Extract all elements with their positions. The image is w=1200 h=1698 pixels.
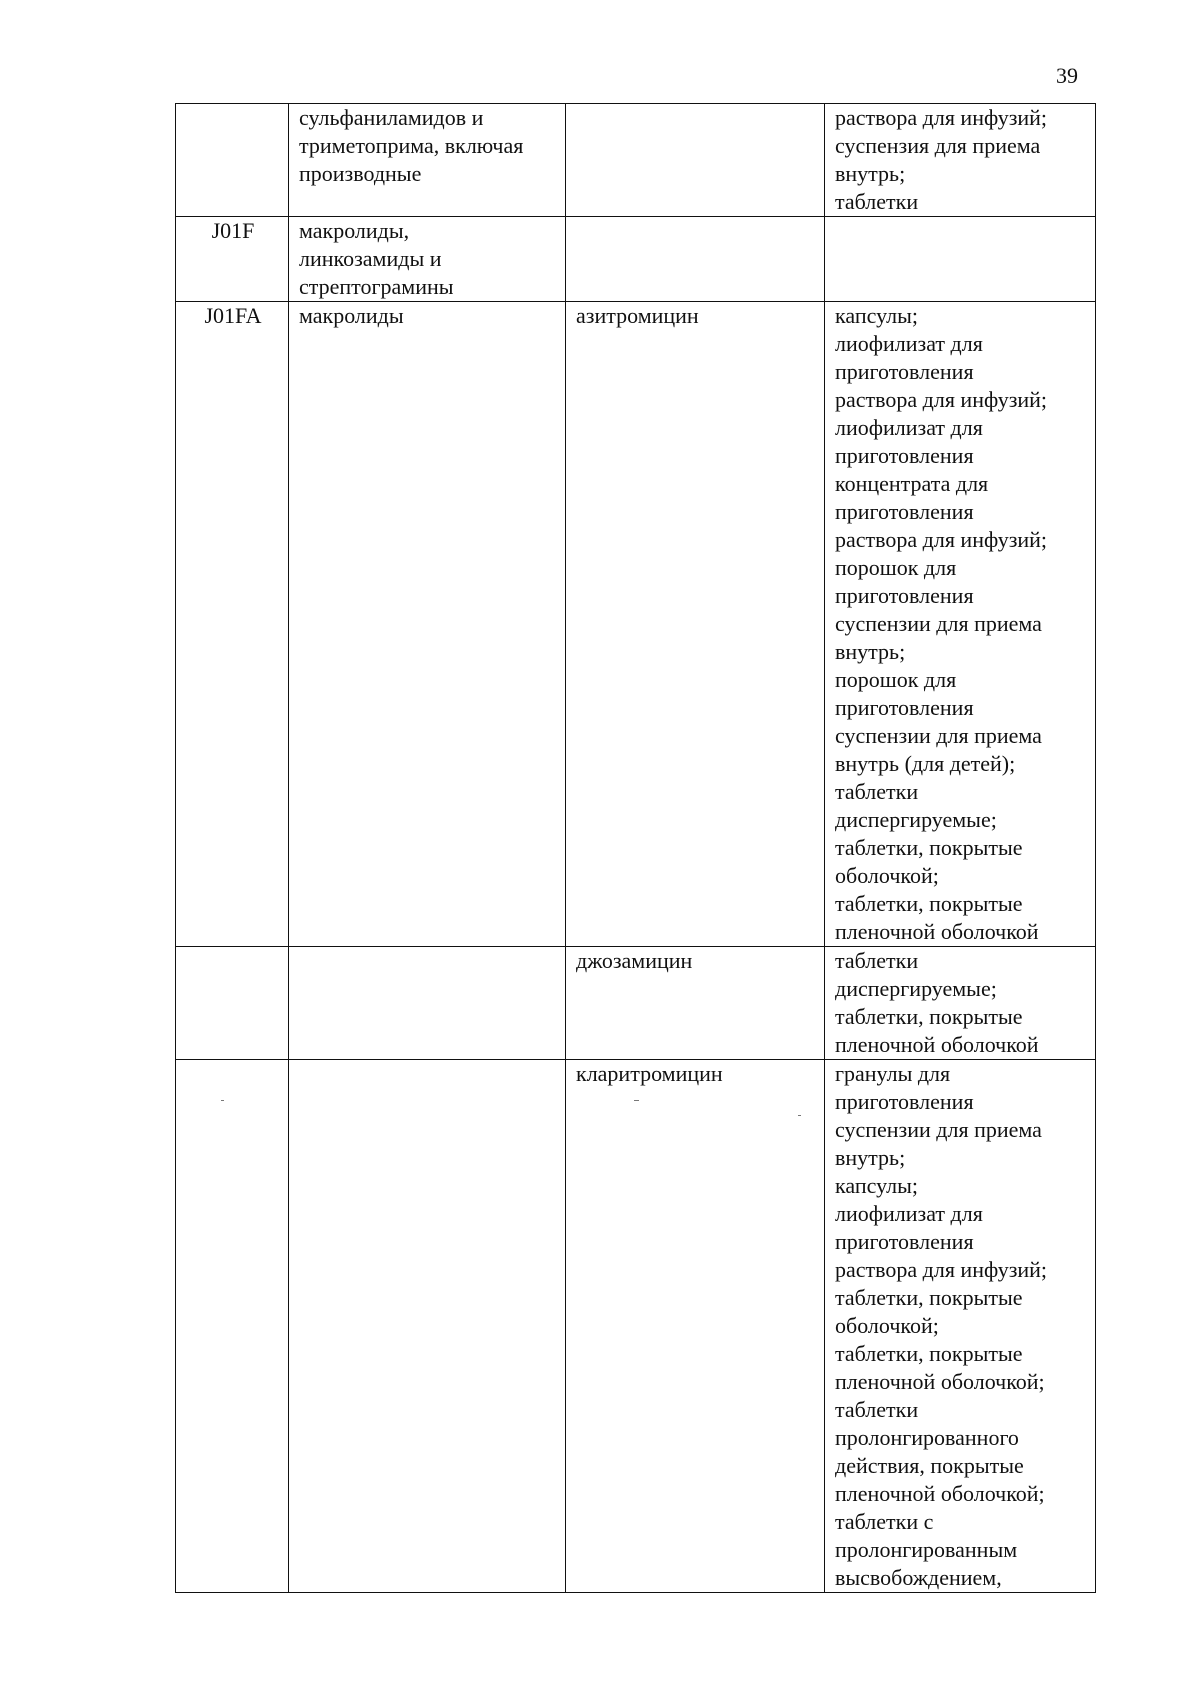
dosage-forms-cell — [825, 217, 1096, 302]
scan-speck — [634, 1100, 639, 1101]
drug-name-cell — [566, 104, 825, 217]
dosage-forms-cell: капсулы; лиофилизат для приготовления раствора для инфузий; лиофилизат для приготовления концентрата для приготовления раствора для инфузий; порошок для приготовления суспензии для приема внутрь; порошок для приготовления суспензии для приема внутрь (для детей); таблетки диспергируемые; таблетки, покрытые оболочкой; таблетки, покрытые пленочной оболочкой — [825, 302, 1096, 947]
group-name-cell: макролиды — [289, 302, 566, 947]
drug-name-cell: кларитромицин — [566, 1060, 825, 1593]
table-row — [176, 217, 1096, 302]
drug-name-cell: азитромицин — [566, 302, 825, 947]
atc-code-cell — [176, 947, 289, 1060]
atc-code-cell: J01FA — [176, 302, 289, 947]
drug-name-cell: джозамицин — [566, 947, 825, 1060]
group-name-cell — [289, 947, 566, 1060]
table-row — [176, 302, 1096, 947]
scan-speck — [798, 1115, 801, 1116]
dosage-forms-cell: таблетки диспергируемые; таблетки, покрытые пленочной оболочкой — [825, 947, 1096, 1060]
group-name-cell: макролиды, линкозамиды и стрептограмины — [289, 217, 566, 302]
table-row — [176, 947, 1096, 1060]
atc-code-cell: J01F — [176, 217, 289, 302]
atc-code-cell — [176, 1060, 289, 1593]
drug-name-cell — [566, 217, 825, 302]
page-number: 39 — [1056, 63, 1078, 88]
scan-speck — [221, 1100, 224, 1101]
table-row — [176, 1060, 1096, 1593]
drug-classification-table — [175, 103, 1096, 1593]
table-row — [176, 104, 1096, 217]
atc-code-cell — [176, 104, 289, 217]
group-name-cell — [289, 1060, 566, 1593]
dosage-forms-cell: гранулы для приготовления суспензии для приема внутрь; капсулы; лиофилизат для приготовления раствора для инфузий; таблетки, покрытые оболочкой; таблетки, покрытые пленочной оболочкой; таблетки пролонгированного действия, покрытые пленочной оболочкой; таблетки с пролонгированным высвобождением, — [825, 1060, 1096, 1593]
dosage-forms-cell: раствора для инфузий; суспензия для приема внутрь; таблетки — [825, 104, 1096, 217]
group-name-cell: сульфаниламидов и триметоприма, включая производные — [289, 104, 566, 217]
